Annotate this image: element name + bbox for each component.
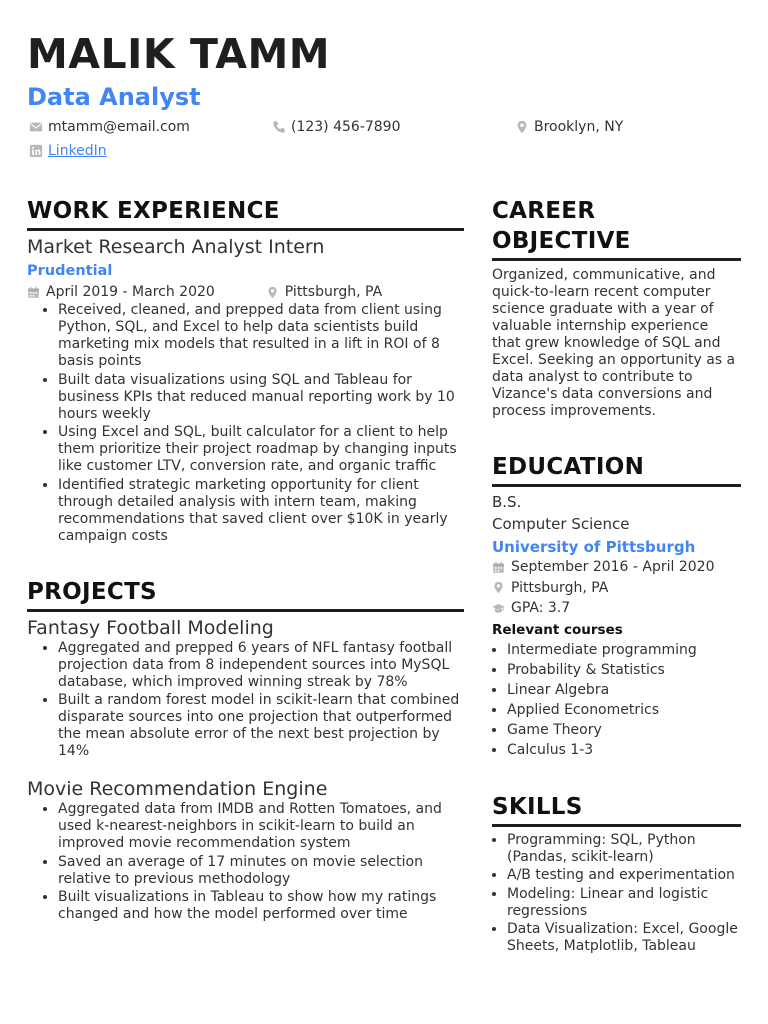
heading-line: OBJECTIVE (492, 228, 631, 254)
list-item: • Game Theory (507, 720, 741, 740)
graduation-cap-icon (492, 602, 505, 615)
list-item: • Linear Algebra (507, 680, 741, 700)
project-entry (27, 616, 464, 761)
job-entry (27, 235, 464, 545)
project-title: Fantasy Football Modeling (27, 616, 274, 639)
project-title: Movie Recommendation Engine (27, 778, 328, 800)
calendar-icon (27, 286, 40, 299)
list-item: • Built a random forest model in scikit-learn that combined disparate sources into one projection that outperformed the mean absolute error of the next best projection by 14% (58, 692, 464, 760)
skills-heading: SKILLS (492, 792, 741, 827)
list-item: • Identified strategic marketing opportunity for client through detailed analysis with intern team, making recommendations that saved client over $10K in yearly campaign costs (58, 477, 464, 545)
phone-text: (123) 456-7890 (291, 119, 401, 135)
list-item: • Aggregated and prepped 6 years of NFL fantasy football projection data from 8 independent sources into MySQL database, which improved winning streak by 78% (58, 640, 464, 691)
job-dates-text: April 2019 - March 2020 (46, 284, 215, 300)
list-item: • Aggregated data from IMDB and Rotten Tomatoes, and used k-nearest-neighbors in scikit-learn to build an improved movie recommendation system (58, 801, 464, 852)
list-item: • Data Visualization: Excel, Google Sheets, Matplotlib, Tableau (507, 921, 741, 955)
education-heading: EDUCATION (492, 452, 741, 487)
education-location (492, 578, 741, 599)
skills-list (492, 832, 741, 956)
field-of-study: Computer Science (492, 515, 630, 533)
map-pin-icon (266, 286, 279, 299)
school-name: University of Pittsburgh (492, 538, 696, 556)
career-objective-heading (492, 196, 741, 261)
list-item: • Intermediate programming (507, 640, 741, 660)
phone-icon (272, 120, 286, 134)
work-experience-heading: WORK EXPERIENCE (27, 196, 464, 231)
list-item: • Modeling: Linear and logistic regressions (507, 886, 741, 920)
email-text: mtamm@email.com (48, 119, 190, 135)
job-location (266, 282, 382, 302)
education-entry (492, 492, 741, 760)
map-pin-icon (492, 581, 505, 594)
job-bullets (27, 302, 464, 545)
right-column (492, 196, 741, 957)
list-item: • Built data visualizations using SQL and Tableau for business KPIs that reduced manual reporting work by 10 hours weekly (58, 372, 464, 423)
job-company: Prudential (27, 263, 113, 279)
job-position: Market Research Analyst Intern (27, 236, 325, 258)
heading-line: CAREER (492, 198, 596, 224)
list-item: • Using Excel and SQL, built calculator for a client to help them prioritize their project roadmap by changing inputs like customer LTV, conversion rate, and organic traffic (58, 424, 464, 475)
location-text: Brooklyn, NY (534, 119, 624, 135)
objective-text: Organized, communicative, and quick-to-learn recent computer science graduate with a year of valuable internship experience that grew knowledge of SQL and Excel. Seeking an opportunity as a data analyst to contribute to Vizance's data conversions and process improvements. (492, 267, 736, 419)
list-item: • Programming: SQL, Python (Pandas, scikit-learn) (507, 832, 741, 866)
list-item: • Built visualizations in Tableau to show how my ratings changed and how the model performed over time (58, 889, 464, 923)
map-pin-icon (515, 120, 529, 134)
courses-list (492, 640, 741, 760)
calendar-icon (492, 561, 505, 574)
linkedin-link[interactable]: LinkedIn (48, 143, 107, 159)
education-location-text: Pittsburgh, PA (511, 579, 609, 596)
list-item: • Applied Econometrics (507, 700, 741, 720)
education-dates (492, 557, 741, 578)
project-bullets (27, 640, 464, 761)
job-title-heading: Data Analyst (27, 83, 201, 111)
list-item: • Saved an average of 17 minutes on movie selection relative to previous methodology (58, 854, 464, 888)
list-item: • A/B testing and experimentation (507, 867, 741, 884)
projects-heading: PROJECTS (27, 577, 464, 612)
job-location-text: Pittsburgh, PA (284, 284, 383, 300)
list-item: • Calculus 1-3 (507, 740, 741, 760)
job-dates (27, 282, 215, 302)
contact-linkedin (29, 142, 107, 160)
job-meta (27, 282, 464, 302)
list-item: • Probability & Statistics (507, 660, 741, 680)
project-entry (27, 777, 464, 923)
contact-email (29, 118, 190, 136)
envelope-icon (29, 120, 43, 134)
linkedin-icon (29, 144, 43, 158)
left-column (27, 196, 464, 925)
list-item: • Received, cleaned, and prepped data from client using Python, SQL, and Excel to help data scientists build marketing mix models that resulted in a lift in ROI of 8 basis points (58, 302, 464, 370)
degree: B.S. (492, 493, 522, 511)
education-dates-text: September 2016 - April 2020 (511, 559, 715, 575)
candidate-name: MALIK TAMM (27, 30, 331, 78)
contact-location (515, 118, 623, 136)
project-bullets (27, 801, 464, 923)
relevant-courses-label: Relevant courses (492, 621, 623, 638)
education-gpa (492, 598, 741, 619)
gpa-text: GPA: 3.7 (511, 600, 571, 616)
contact-phone (272, 118, 401, 136)
